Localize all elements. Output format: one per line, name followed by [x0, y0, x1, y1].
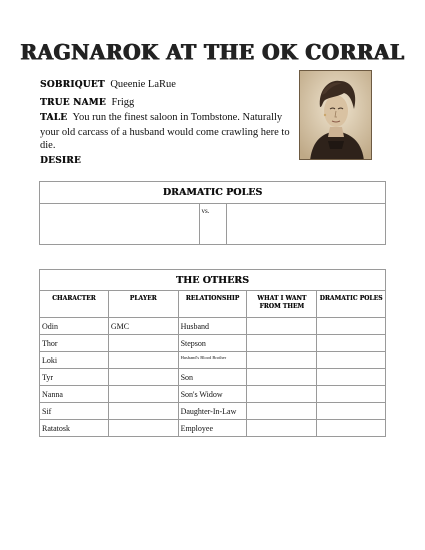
- col-character: CHARACTER: [40, 291, 109, 318]
- page-title-text: RAGNAROK AT THE OK CORRAL: [20, 39, 405, 65]
- page-title: [0, 39, 425, 64]
- dramatic-poles-table: [39, 181, 386, 245]
- character-portrait: [299, 70, 372, 160]
- row-poles[interactable]: [317, 352, 386, 369]
- sobriquet-value: Queenie LaRue: [110, 79, 176, 90]
- row-character: Odin: [40, 318, 109, 335]
- table-row: [40, 369, 386, 386]
- pole-left-cell[interactable]: [40, 204, 200, 245]
- row-player: GMC: [108, 318, 178, 335]
- sobriquet-field: [40, 78, 295, 93]
- row-relationship: Daughter-In-Law: [178, 403, 247, 420]
- dramatic-poles-heading: DRAMATIC POLES: [40, 182, 386, 204]
- row-want[interactable]: [247, 369, 317, 386]
- table-row: [40, 352, 386, 369]
- row-poles[interactable]: [317, 420, 386, 437]
- row-player[interactable]: [108, 420, 178, 437]
- pole-vs-cell: vs.: [199, 204, 227, 245]
- row-character: Sif: [40, 403, 109, 420]
- row-poles[interactable]: [317, 335, 386, 352]
- desire-field: [40, 154, 295, 169]
- row-want[interactable]: [247, 318, 317, 335]
- row-want[interactable]: [247, 352, 317, 369]
- true-name-label: TRUE NAME: [40, 98, 106, 108]
- desire-label: DESIRE: [40, 156, 81, 166]
- row-relationship: Son's Widow: [178, 386, 247, 403]
- row-character: Nanna: [40, 386, 109, 403]
- row-want[interactable]: [247, 386, 317, 403]
- row-poles[interactable]: [317, 386, 386, 403]
- col-relationship: RELATIONSHIP: [178, 291, 247, 318]
- row-poles[interactable]: [317, 403, 386, 420]
- table-row: [40, 335, 386, 352]
- table-row: [40, 318, 386, 335]
- row-want[interactable]: [247, 403, 317, 420]
- row-poles[interactable]: [317, 369, 386, 386]
- true-name-field: [40, 96, 295, 111]
- row-relationship: Husband: [178, 318, 247, 335]
- col-player: PLAYER: [108, 291, 178, 318]
- true-name-value: Frigg: [111, 97, 135, 108]
- table-row: [40, 403, 386, 420]
- row-relationship: Son: [178, 369, 247, 386]
- the-others-heading: THE OTHERS: [40, 270, 386, 291]
- table-row: [40, 386, 386, 403]
- row-character: Tyr: [40, 369, 109, 386]
- tale-label: TALE: [40, 113, 68, 123]
- tale-value: You run the finest saloon in Tombstone. Naturally your old carcass of a husband would come crawling here to die.: [40, 112, 290, 151]
- row-player[interactable]: [108, 386, 178, 403]
- row-player[interactable]: [108, 352, 178, 369]
- tale-field: [40, 111, 295, 153]
- row-character: Loki: [40, 352, 109, 369]
- row-relationship: Husband's Blood Brother: [178, 352, 247, 369]
- row-player[interactable]: [108, 335, 178, 352]
- row-character: Ratatosk: [40, 420, 109, 437]
- col-dramatic-poles: DRAMATIC POLES: [317, 291, 386, 318]
- row-relationship: Stepson: [178, 335, 247, 352]
- row-player[interactable]: [108, 369, 178, 386]
- col-what-i-want: WHAT I WANT FROM THEM: [247, 291, 317, 318]
- pole-right-cell[interactable]: [227, 204, 386, 245]
- table-row: [40, 420, 386, 437]
- row-poles[interactable]: [317, 318, 386, 335]
- row-player[interactable]: [108, 403, 178, 420]
- row-want[interactable]: [247, 335, 317, 352]
- row-character: Thor: [40, 335, 109, 352]
- row-want[interactable]: [247, 420, 317, 437]
- the-others-table: [39, 269, 386, 437]
- row-relationship: Employee: [178, 420, 247, 437]
- sobriquet-label: SOBRIQUET: [40, 80, 105, 90]
